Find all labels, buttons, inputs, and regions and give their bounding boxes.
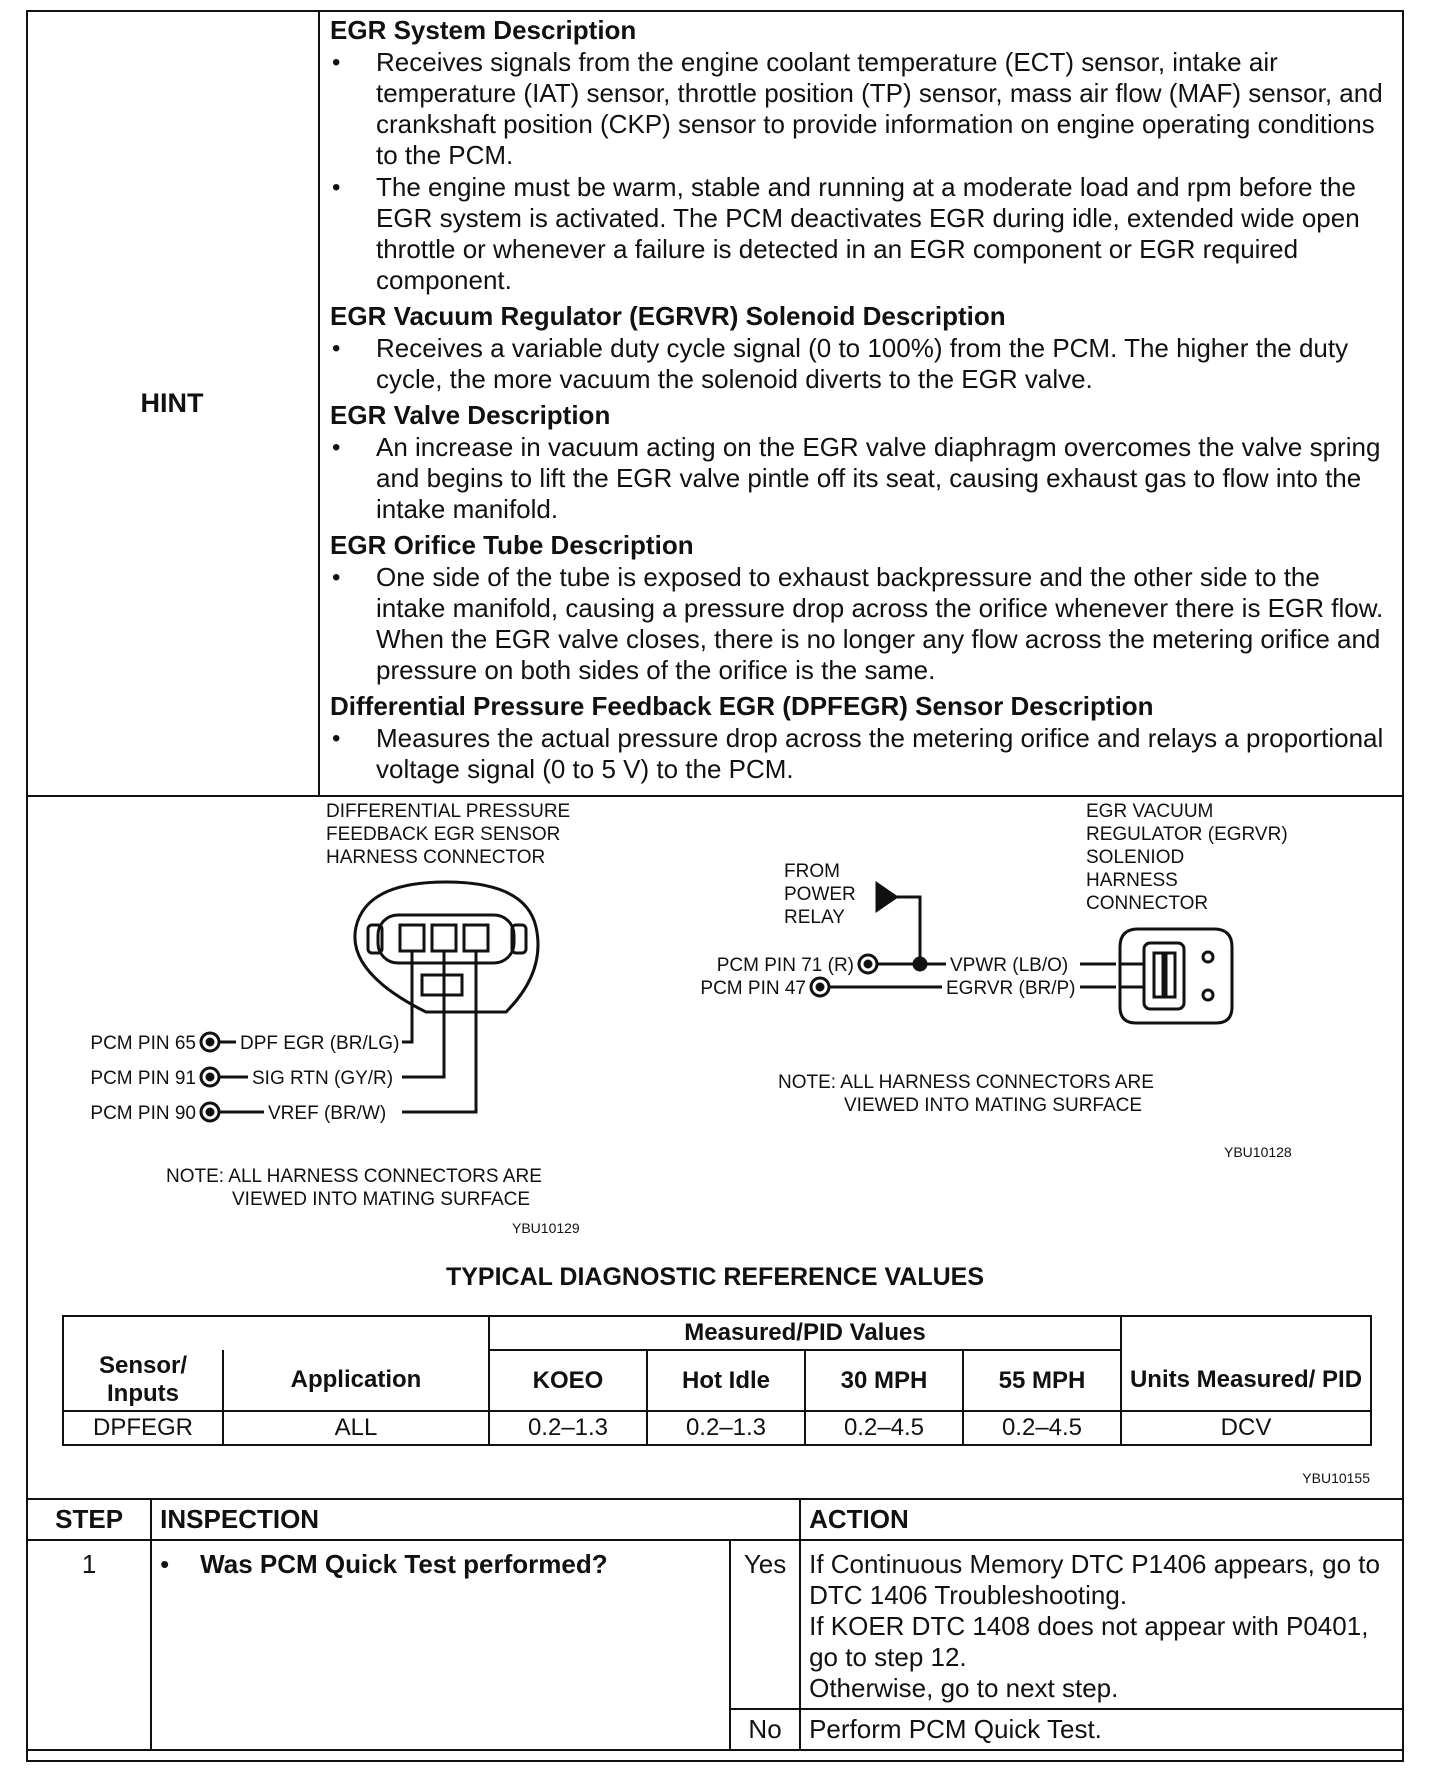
bullet-icon: • xyxy=(160,1549,170,1579)
list-item: • Receives signals from the engine coolant temperature (ECT) sensor, intake air temperature (IAT) sensor, throttle position (TP) sensor, mass air flow (MAF) sensor, and crankshaft position (CKP) sensor to provide information on engine operating conditions to the PCM. xyxy=(330,47,1390,171)
table-cell: 0.2–4.5 xyxy=(963,1411,1121,1445)
egrvr-connector-icon xyxy=(1120,929,1232,1023)
section-title: Differential Pressure Feedback EGR (DPFEGR) Sensor Description xyxy=(330,691,1154,721)
table-cell: DPFEGR xyxy=(63,1411,223,1445)
column-header: ACTION xyxy=(800,1499,1403,1540)
right-note-2: VIEWED INTO MATING SURFACE xyxy=(844,1095,1143,1116)
section-title: EGR Valve Description xyxy=(330,400,611,430)
no-label: No xyxy=(730,1709,800,1750)
steps-table xyxy=(26,1498,1404,1751)
column-header: INSPECTION xyxy=(151,1499,800,1540)
from-relay-1: FROM xyxy=(784,861,840,882)
list-item: • Measures the actual pressure drop across the metering orifice and relays a proportional voltage signal (0 to 5 V) to the PCM. xyxy=(330,723,1390,785)
list-item: • The engine must be warm, stable and running at a moderate load and rpm before the EGR system is activated. The PCM deactivates EGR during idle, extended wide open throttle or whenever a failure is detected in an EGR component or EGR required component. xyxy=(330,172,1390,296)
step-number: 1 xyxy=(27,1540,151,1750)
right-title-1: EGR VACUUM xyxy=(1086,801,1214,822)
wire-egrvr-label: EGRVR (BR/P) xyxy=(946,978,1076,999)
column-header: Hot Idle xyxy=(647,1350,805,1411)
table-cell: DCV xyxy=(1121,1411,1371,1445)
table-cell: 0.2–1.3 xyxy=(647,1411,805,1445)
right-title-5: CONNECTOR xyxy=(1086,893,1209,914)
column-header: KOEO xyxy=(489,1350,647,1411)
column-header: Units Measured/ PID xyxy=(1121,1350,1371,1411)
column-header: STEP xyxy=(27,1499,151,1540)
pin-91-label: PCM PIN 91 xyxy=(90,1068,196,1089)
inspection-cell xyxy=(151,1540,730,1750)
table-row xyxy=(27,1499,1403,1540)
right-title-2: REGULATOR (EGRVR) xyxy=(1086,824,1288,845)
reference-values-table xyxy=(62,1315,1372,1446)
table-cell: 0.2–1.3 xyxy=(489,1411,647,1445)
left-figure-code: YBU10129 xyxy=(512,1220,580,1236)
table-row xyxy=(27,1540,1403,1709)
table-cell xyxy=(1121,1316,1371,1350)
column-header: Application xyxy=(223,1350,489,1411)
column-header: 30 MPH xyxy=(805,1350,963,1411)
power-relay-arrow-icon xyxy=(876,882,926,970)
pin-65-label: PCM PIN 65 xyxy=(90,1033,196,1054)
wire-dpf-label: DPF EGR (BR/LG) xyxy=(240,1033,400,1054)
pin-47-label: PCM PIN 47 xyxy=(700,978,806,999)
from-relay-3: RELAY xyxy=(784,907,845,928)
dpf-connector-icon xyxy=(355,882,538,1012)
section-title: EGR System Description xyxy=(330,15,637,45)
list-item: • An increase in vacuum acting on the EGR valve diaphragm overcomes the valve spring and begins to lift the EGR valve pintle off its seat, causing exhaust gas to flow into the intake manifold. xyxy=(330,432,1390,525)
column-header: 55 MPH xyxy=(963,1350,1121,1411)
action-line: Otherwise, go to next step. xyxy=(809,1673,1119,1703)
left-note-2: VIEWED INTO MATING SURFACE xyxy=(232,1189,531,1210)
wire-vref-label: VREF (BR/W) xyxy=(268,1103,387,1124)
column-header: Sensor/ Inputs xyxy=(63,1350,223,1411)
group-header: Measured/PID Values xyxy=(489,1316,1121,1350)
hint-body xyxy=(320,10,1400,797)
action-line: If KOER DTC 1408 does not appear with P0401, go to step 12. xyxy=(809,1611,1369,1672)
from-relay-2: POWER xyxy=(784,884,856,905)
section-list xyxy=(330,562,1390,686)
right-note-1: NOTE: ALL HARNESS CONNECTORS ARE xyxy=(778,1072,1154,1093)
table-cell: ALL xyxy=(223,1411,489,1445)
pin-90-label: PCM PIN 90 xyxy=(90,1103,196,1124)
section-list xyxy=(330,333,1390,395)
list-item: • One side of the tube is exposed to exhaust backpressure and the other side to the intake manifold, causing a pressure drop across the orifice whenever there is EGR flow. When the EGR valve closes, there is no longer any flow across the metering orifice and pressure on both sides of the orifice is the same. xyxy=(330,562,1390,686)
ref-table-code: YBU10155 xyxy=(1302,1470,1370,1486)
section-list xyxy=(330,432,1390,525)
yes-action xyxy=(800,1540,1403,1709)
section-title: EGR Orifice Tube Description xyxy=(330,530,694,560)
yes-label: Yes xyxy=(730,1540,800,1709)
table-row xyxy=(63,1316,1371,1350)
pin-71-label: PCM PIN 71 (R) xyxy=(716,955,854,976)
right-title-3: SOLENIOD xyxy=(1086,847,1185,868)
wire-vpwr-label: VPWR (LB/O) xyxy=(950,955,1069,976)
left-title-2: FEEDBACK EGR SENSOR xyxy=(326,824,561,845)
section-list xyxy=(330,723,1390,785)
left-note-1: NOTE: ALL HARNESS CONNECTORS ARE xyxy=(166,1166,542,1187)
list-item: • Receives a variable duty cycle signal (0 to 100%) from the PCM. The higher the duty cycle, the more vacuum the solenoid diverts to the EGR valve. xyxy=(330,333,1390,395)
ref-table-title: TYPICAL DIAGNOSTIC REFERENCE VALUES xyxy=(445,1263,984,1291)
table-row xyxy=(63,1350,1371,1411)
left-title-3: HARNESS CONNECTOR xyxy=(326,847,546,868)
section-title: EGR Vacuum Regulator (EGRVR) Solenoid Description xyxy=(330,301,1006,331)
table-cell: 0.2–4.5 xyxy=(805,1411,963,1445)
table-cell xyxy=(63,1316,489,1350)
no-action: Perform PCM Quick Test. xyxy=(800,1709,1403,1750)
inspection-question: Was PCM Quick Test performed? xyxy=(200,1549,608,1579)
left-title-1: DIFFERENTIAL PRESSURE xyxy=(326,801,571,822)
wire-sigrtn-label: SIG RTN (GY/R) xyxy=(252,1068,394,1089)
right-figure-code: YBU10128 xyxy=(1224,1144,1292,1160)
hint-label: HINT xyxy=(26,10,320,797)
table-row xyxy=(63,1411,1371,1445)
section-list xyxy=(330,47,1390,296)
action-line: If Continuous Memory DTC P1406 appears, go to DTC 1406 Troubleshooting. xyxy=(809,1549,1380,1610)
right-title-4: HARNESS xyxy=(1086,870,1178,891)
